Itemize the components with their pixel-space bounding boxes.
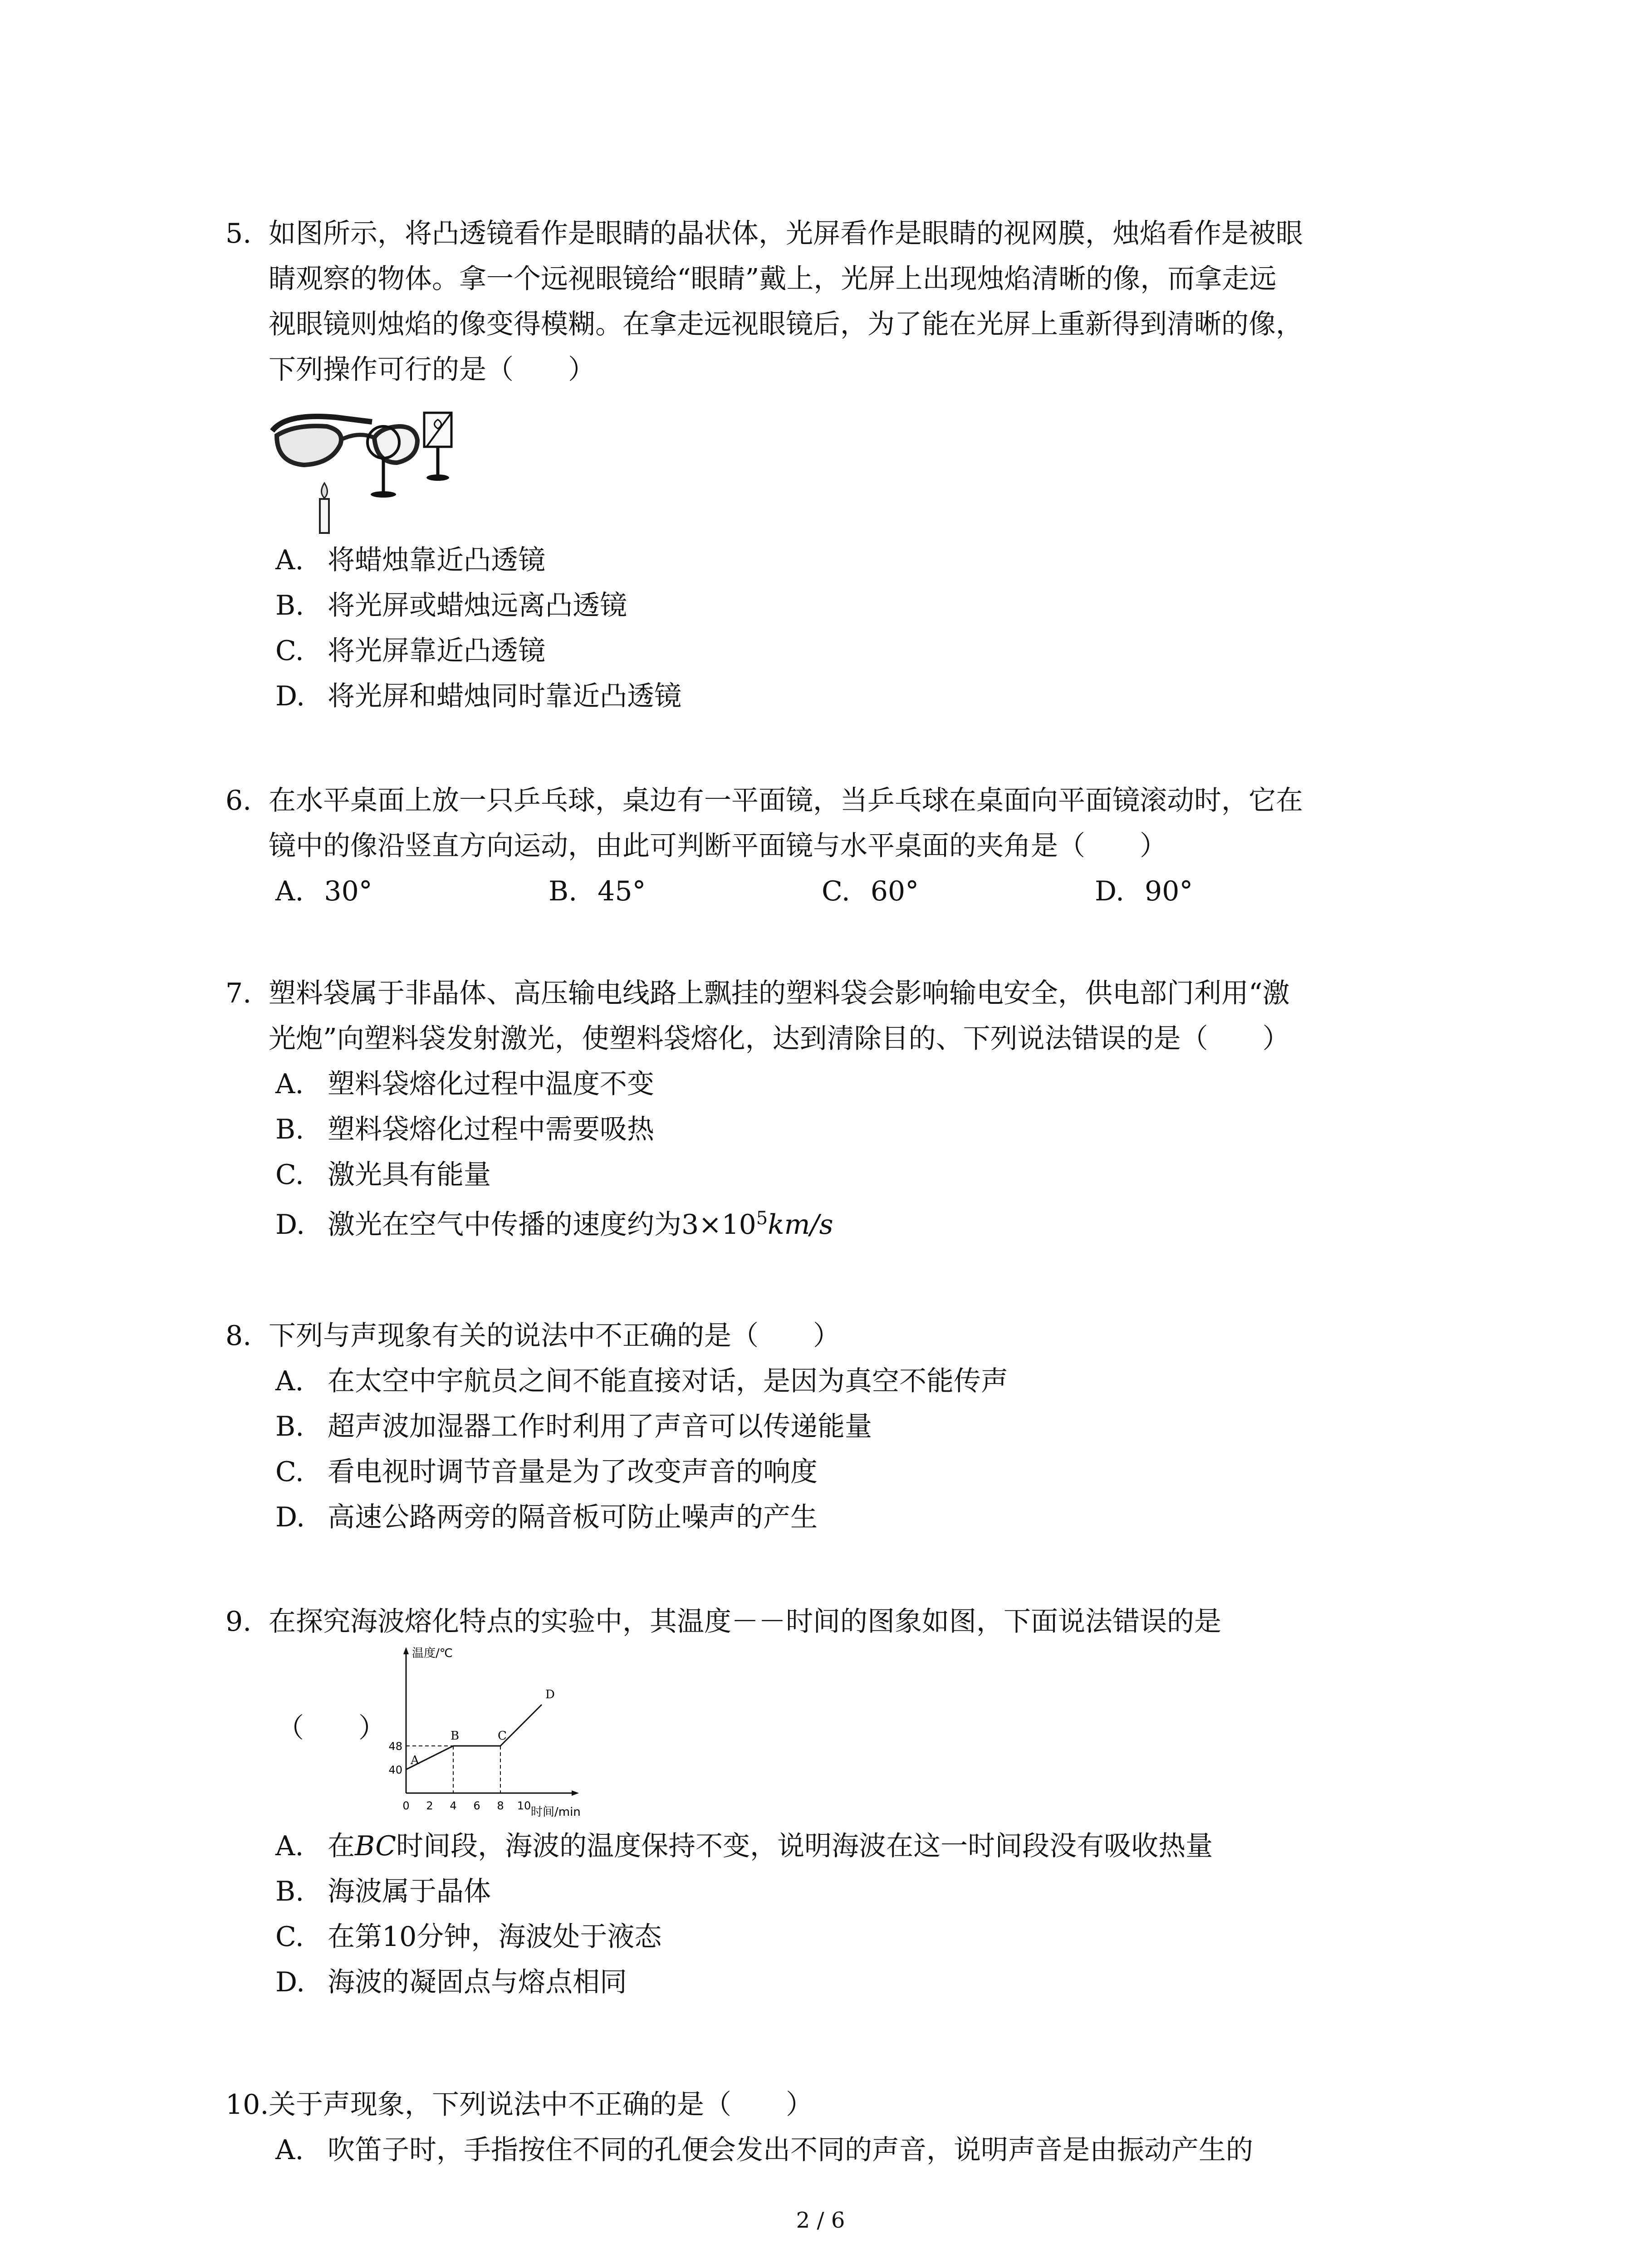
option-b[interactable] — [225, 583, 1441, 628]
stem-line: 在水平桌面上放一只乒乓球，桌边有一平面镜，当乒乓球在桌面向平面镜滚动时，它在 — [269, 785, 1303, 816]
option-letter: D. — [275, 1966, 305, 1998]
option-text: 90° — [1145, 875, 1193, 907]
question-5 — [225, 211, 1441, 392]
question-number: 10. — [225, 2089, 269, 2121]
stem-line: 塑料袋属于非晶体、高压输电线路上飘挂的塑料袋会影响输电安全，供电部门利用“激 — [269, 978, 1290, 1009]
option-text: 吹笛子时，手指按住不同的孔便会发出不同的声音，说明声音是由振动产生的 — [328, 2134, 1253, 2166]
question-10-stem — [225, 2082, 1441, 2127]
point-label: C — [498, 1729, 507, 1743]
option-text: 塑料袋熔化过程中温度不变 — [328, 1068, 654, 1100]
option-letter: D. — [1095, 875, 1125, 907]
option-letter: A. — [275, 1830, 304, 1862]
option-text: 将光屏或蜡烛远离凸透镜 — [328, 590, 627, 621]
option-letter: B. — [549, 875, 578, 907]
option-letter: A. — [275, 1365, 304, 1397]
glasses-lens-candle-figure — [268, 404, 485, 540]
question-8 — [225, 1313, 1441, 1540]
option-text: 激光具有能量 — [328, 1159, 491, 1191]
option-text — [328, 1209, 833, 1241]
option-text: 45° — [598, 875, 646, 907]
x-tick-label: 10 — [517, 1799, 531, 1812]
option-text: 高速公路两旁的隔音板可防止噪声的产生 — [328, 1501, 818, 1533]
option-d[interactable] — [225, 1960, 1441, 2005]
option-text: 看电视时调节音量是为了改变声音的响度 — [328, 1456, 818, 1488]
option-b[interactable] — [549, 869, 646, 914]
option-text-main: 激光在空气中传播的速度约为3×10 — [328, 1209, 756, 1241]
option-d[interactable] — [225, 674, 1441, 719]
stem-line: 关于声现象，下列说法中不正确的是（ ） — [269, 2089, 813, 2121]
question-number: 7. — [225, 978, 252, 1009]
question-6 — [225, 778, 1441, 914]
question-10 — [225, 2082, 1441, 2173]
stem-line: 镜中的像沿竖直方向运动，由此可判断平面镜与水平桌面的夹角是（ ） — [269, 830, 1167, 862]
unit: km/s — [768, 1209, 833, 1241]
option-c[interactable] — [225, 1152, 1441, 1198]
option-b[interactable] — [225, 1404, 1441, 1449]
option-letter: B. — [275, 590, 304, 621]
option-letter: A. — [275, 1068, 304, 1100]
option-c[interactable] — [822, 869, 919, 914]
option-letter: B. — [275, 1411, 304, 1442]
option-letter: D. — [275, 1209, 305, 1241]
question-8-stem — [225, 1313, 1441, 1359]
option-c[interactable] — [225, 1914, 1441, 1960]
option-letter: B. — [275, 1114, 304, 1145]
question-number: 6. — [225, 785, 252, 816]
option-text: 将蜡烛靠近凸透镜 — [328, 544, 545, 576]
option-b[interactable] — [225, 1107, 1441, 1152]
question-number: 9. — [225, 1606, 252, 1637]
option-letter: A. — [275, 875, 304, 907]
option-a[interactable] — [225, 1823, 1441, 1869]
x-tick-label: 0 — [402, 1799, 410, 1812]
x-tick-label: 6 — [473, 1799, 480, 1812]
stem-line: 在探究海波熔化特点的实验中，其温度－－时间的图象如图，下面说法错误的是 — [269, 1606, 1221, 1637]
option-text: 将光屏靠近凸透镜 — [328, 635, 545, 667]
question-5-options — [225, 538, 1441, 719]
stem-line: 下列操作可行的是（ ） — [269, 354, 595, 386]
option-text: 在太空中宇航员之间不能直接对话，是因为真空不能传声 — [328, 1365, 1008, 1397]
option-letter: C. — [275, 1921, 304, 1953]
question-number: 8. — [225, 1320, 252, 1352]
stem-line: 如图所示，将凸透镜看作是眼睛的晶状体，光屏看作是眼睛的视网膜，烛焰看作是被眼 — [269, 218, 1303, 249]
question-7-stem — [225, 971, 1441, 1061]
option-letter: B. — [275, 1876, 304, 1907]
option-text: 60° — [870, 875, 919, 907]
option-text: 海波的凝固点与熔点相同 — [328, 1966, 627, 1998]
point-label: A — [411, 1754, 419, 1767]
point-label: B — [451, 1729, 460, 1743]
option-letter: C. — [275, 1456, 304, 1488]
option-d[interactable] — [225, 1495, 1441, 1540]
option-a[interactable] — [225, 1359, 1441, 1404]
question-7 — [225, 971, 1441, 1247]
question-number: 5. — [225, 218, 252, 249]
x-tick-label: 4 — [450, 1799, 457, 1812]
y-tick-label: 48 — [388, 1740, 402, 1753]
option-letter: D. — [275, 680, 305, 712]
segment-label: BC — [355, 1830, 397, 1862]
option-c[interactable] — [225, 628, 1441, 674]
stem-line: 下列与声现象有关的说法中不正确的是（ ） — [269, 1320, 840, 1352]
option-a[interactable] — [225, 2127, 1441, 2173]
question-9-stem — [225, 1599, 1441, 1644]
question-9-options — [225, 1823, 1441, 2005]
option-a[interactable] — [225, 538, 1441, 583]
option-text: 将光屏和蜡烛同时靠近凸透镜 — [328, 680, 681, 712]
question-9 — [225, 1599, 1441, 1644]
option-text: 塑料袋熔化过程中需要吸热 — [328, 1114, 654, 1145]
temperature-time-graph — [381, 1644, 608, 1826]
option-letter: C. — [275, 1159, 304, 1191]
option-letter: A. — [275, 2134, 304, 2166]
stem-line: 视眼镜则烛焰的像变得模糊。在拿走远视眼镜后，为了能在光屏上重新得到清晰的像， — [269, 308, 1303, 340]
option-b[interactable] — [225, 1869, 1441, 1914]
option-text: 海波属于晶体 — [328, 1876, 491, 1907]
stem-line: 睛观察的物体。拿一个远视眼镜给“眼睛”戴上，光屏上出现烛焰清晰的像，而拿走远 — [269, 263, 1277, 295]
option-text: 在第10分钟，海波处于液态 — [328, 1921, 662, 1953]
graph-axes — [403, 1647, 581, 1819]
option-text-before: 在 — [328, 1830, 355, 1862]
point-label: D — [545, 1688, 555, 1701]
option-a[interactable] — [225, 1061, 1441, 1107]
x-axis-label: 时间/min — [531, 1805, 581, 1819]
option-letter: D. — [275, 1501, 305, 1533]
option-letter: C. — [275, 635, 304, 667]
question-5-stem — [225, 211, 1441, 392]
option-letter: A. — [275, 544, 304, 576]
x-tick-label: 8 — [497, 1799, 504, 1812]
page-number: 2 / 6 — [796, 2208, 845, 2233]
option-letter: C. — [822, 875, 850, 907]
option-text-after: 时间段，海波的温度保持不变，说明海波在这一时间段没有吸收热量 — [396, 1830, 1213, 1862]
option-d[interactable] — [1095, 869, 1193, 914]
x-tick-label: 2 — [426, 1799, 433, 1812]
y-tick-label: 40 — [388, 1764, 402, 1776]
option-text: 超声波加湿器工作时利用了声音可以传递能量 — [328, 1411, 872, 1442]
question-6-stem — [225, 778, 1441, 869]
question-6-options — [225, 869, 1441, 914]
y-axis-label: 温度/℃ — [412, 1647, 453, 1660]
option-a[interactable] — [275, 869, 372, 914]
answer-bracket: （ ） — [277, 1712, 386, 1744]
stem-line: 光炮”向塑料袋发射激光，使塑料袋熔化，达到清除目的、下列说法错误的是（ ） — [269, 1023, 1290, 1055]
option-c[interactable] — [225, 1449, 1441, 1495]
option-text: 30° — [324, 875, 372, 907]
exponent: 5 — [756, 1208, 768, 1229]
option-text — [328, 1830, 1213, 1862]
option-d[interactable] — [225, 1202, 1441, 1247]
